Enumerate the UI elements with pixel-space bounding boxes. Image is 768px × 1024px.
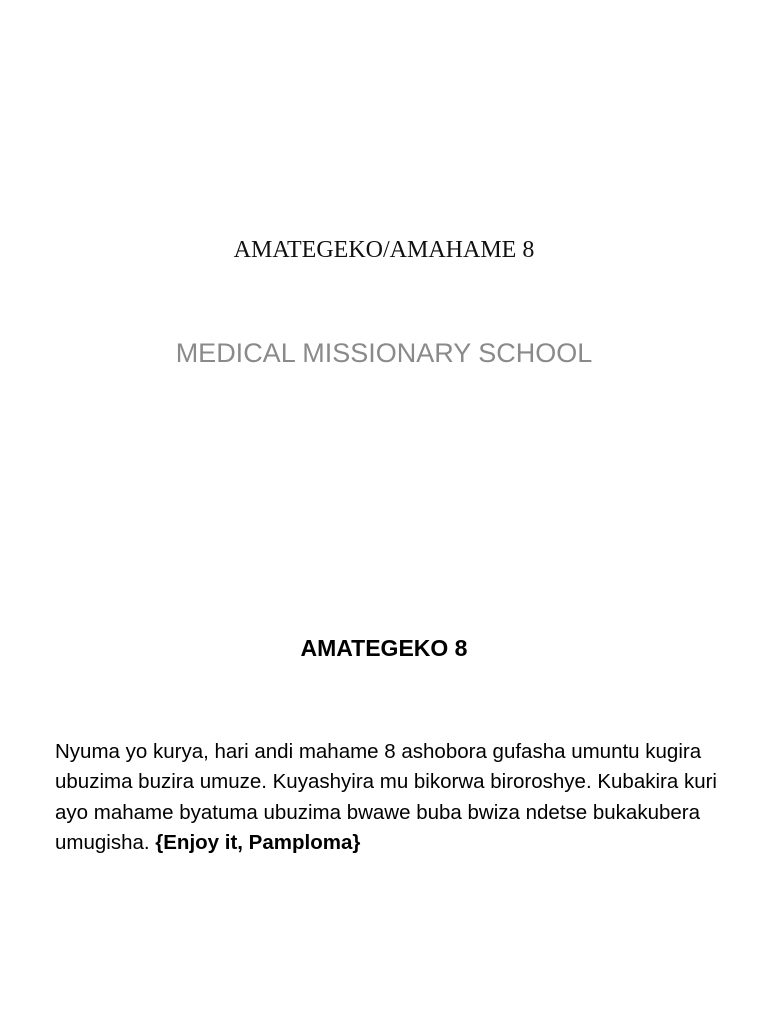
document-subtitle: MEDICAL MISSIONARY SCHOOL: [175, 338, 593, 368]
body-paragraph-text: Nyuma yo kurya, hari andi mahame 8 ashobora gufasha umuntu kugira ubuzima buzira umuze. Kuyashyira mu bikorwa biroroshye. Kubakira kuri ayo mahame byatuma ubuzima bwawe buba bwiza ndetse bukakubera umugisha.: [55, 739, 717, 854]
section-heading: AMATEGEKO 8: [300, 635, 468, 661]
body-paragraph-emphasis: {Enjoy it, Pamploma}: [155, 831, 361, 854]
document-title: AMATEGEKO/AMAHAME 8: [233, 237, 535, 263]
body-paragraph: [55, 737, 735, 859]
